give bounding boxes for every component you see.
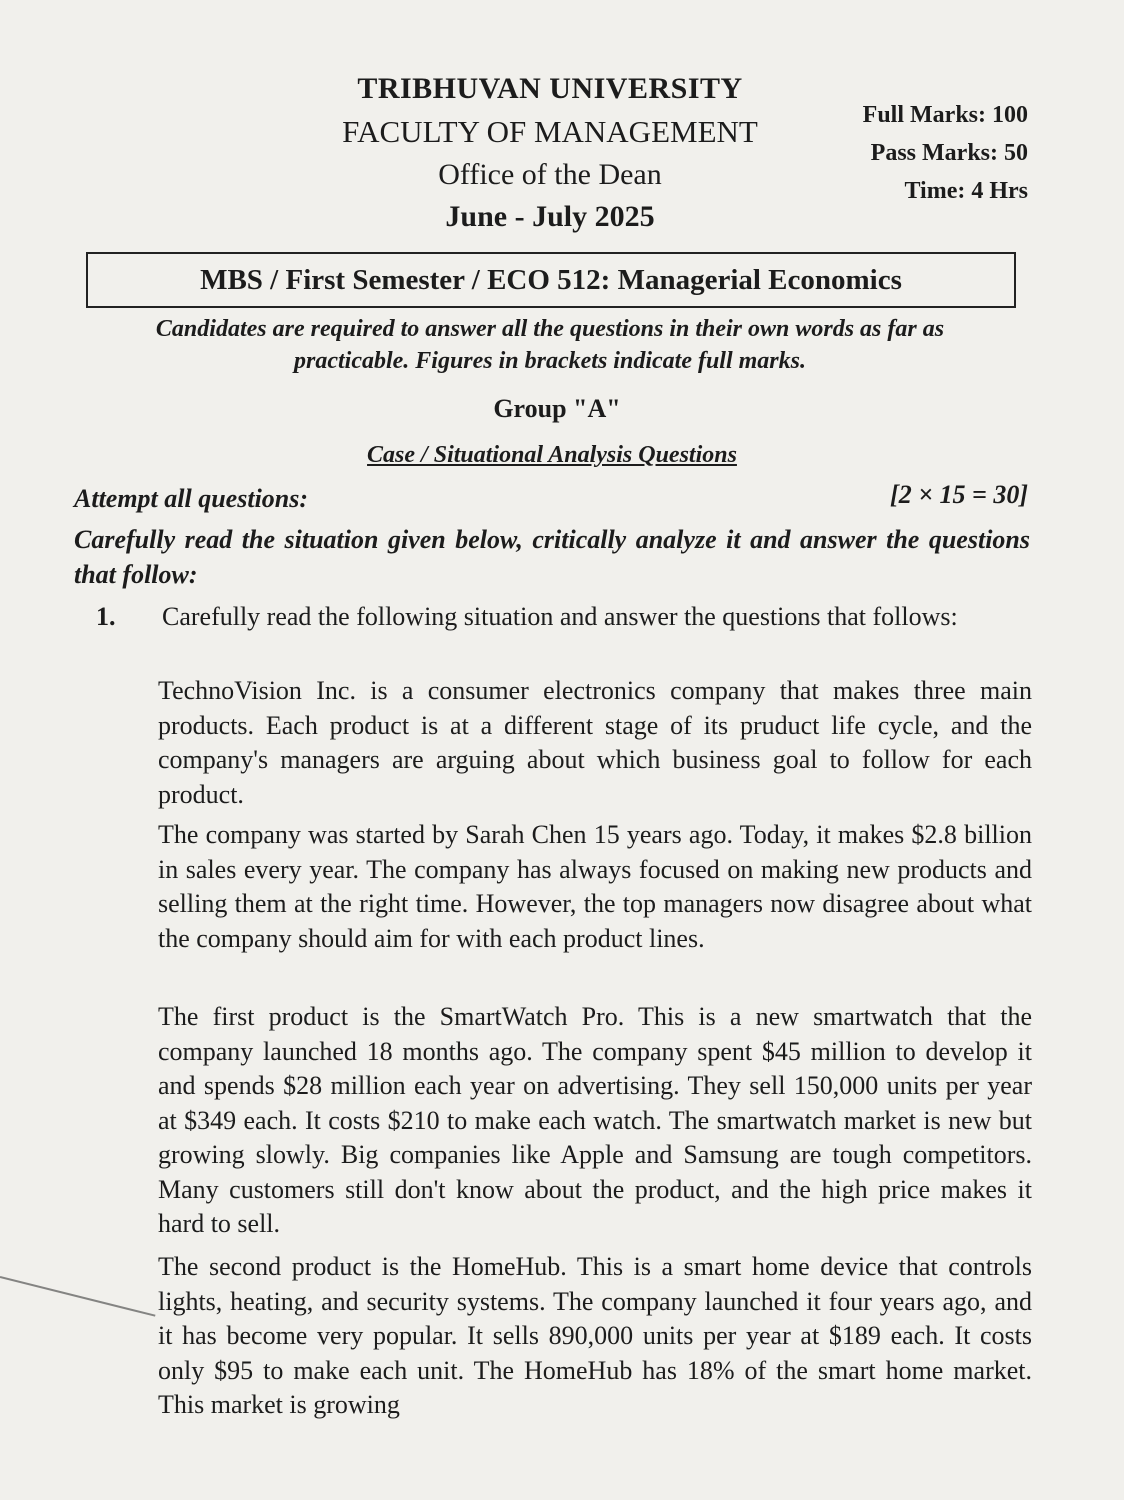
group-subtitle: Case / Situational Analysis Questions [367, 442, 737, 468]
attempt-instruction: Attempt all questions: [74, 484, 309, 513]
question-number: 1. [96, 602, 116, 631]
question-prompt: Carefully read the following situation and answer the questions that follows: [162, 602, 958, 631]
case-paragraph: The second product is the HomeHub. This is a smart home device that controls lights, heating, and security systems. The company launched it four years ago, and it has become very popular. It sells 890,000 units per year at $189 each. It costs only $95 to make each unit. The HomeHub has 18% of the smart home market. This market is growing [158, 1252, 1032, 1419]
case-paragraph: TechnoVision Inc. is a consumer electronics company that makes three main products. Each product is at a different stage of its pruduct life cycle, and the company's managers are arguing about which business goal to follow for each product. [158, 676, 1032, 809]
instructions-line-1: Candidates are required to answer all the questions in their own words as far as [155, 316, 945, 342]
office-name: Office of the Dean [438, 158, 662, 191]
university-name: TRIBHUVAN UNIVERSITY [357, 72, 743, 105]
case-paragraph: The company was started by Sarah Chen 15 years ago. Today, it makes $2.8 billion in sales every year. The company has always focused on making new products and selling them at the right time. However, the top managers now disagree about what the company should aim for with each product lines. [158, 820, 1032, 953]
group-directive: Carefully read the situation given below, critically analyze it and answer the questions that follow: [74, 525, 1030, 589]
group-title: Group "A" [493, 394, 621, 423]
faculty-name: FACULTY OF MANAGEMENT [342, 114, 758, 149]
instructions-line-2: practicable. Figures in brackets indicate full marks. [293, 348, 806, 374]
group-marks: [2 × 15 = 30] [890, 480, 1028, 509]
pen-mark [0, 1276, 155, 1317]
full-marks: Full Marks: 100 [862, 102, 1028, 128]
exam-session: June - July 2025 [445, 200, 655, 233]
course-box [86, 252, 1016, 308]
exam-time: Time: 4 Hrs [904, 178, 1028, 204]
case-paragraph: The first product is the SmartWatch Pro. This is a new smartwatch that the company launched 18 months ago. The company spent $45 million to develop it and spends $28 million each year on advertising. They sell 150,000 units per year at $349 each. It costs $210 to make each watch. The smartwatch market is new but growing slowly. Big companies like Apple and Samsung are tough competitors. Many customers still don't know about the product, and the high price makes it hard to sell. [158, 1002, 1032, 1238]
course-title: MBS / First Semester / ECO 512: Managerial Economics [200, 264, 902, 296]
pass-marks: Pass Marks: 50 [870, 140, 1028, 166]
